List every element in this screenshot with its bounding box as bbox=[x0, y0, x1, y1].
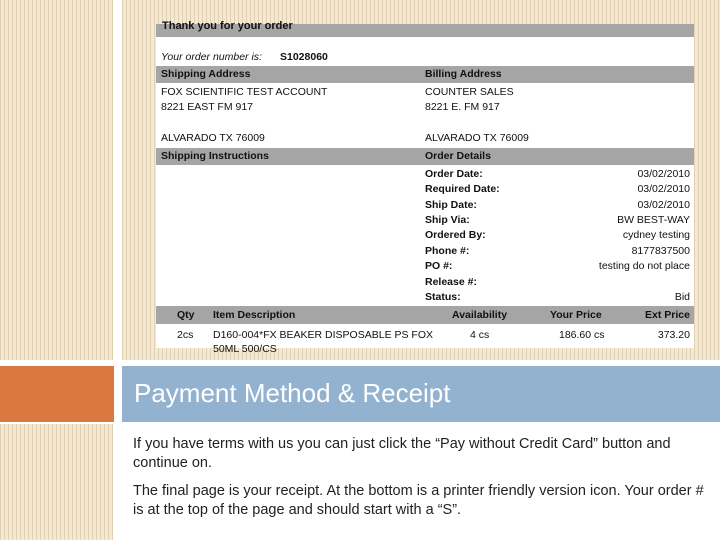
order-detail-value: Bid bbox=[674, 291, 690, 303]
decorative-stripe-left bbox=[0, 0, 113, 360]
order-number-value: S1028060 bbox=[280, 51, 328, 63]
order-detail-label: Required Date: bbox=[425, 183, 500, 195]
order-detail-value: 03/02/2010 bbox=[637, 183, 690, 195]
order-detail-value: cydney testing bbox=[622, 229, 690, 241]
order-detail-value: 8177837500 bbox=[631, 245, 690, 257]
table-header-availability: Availability bbox=[452, 309, 508, 321]
order-detail-label: Release #: bbox=[425, 276, 477, 288]
order-details-header: Order Details bbox=[425, 150, 491, 162]
order-detail-value: 03/02/2010 bbox=[637, 168, 690, 180]
row-ext-price: 373.20 bbox=[657, 329, 690, 341]
decorative-stripe-bottom bbox=[0, 424, 113, 540]
order-detail-value: BW BEST-WAY bbox=[617, 214, 690, 226]
order-detail-label: Status: bbox=[425, 291, 461, 303]
shipping-address-line: FOX SCIENTIFIC TEST ACCOUNT bbox=[161, 86, 328, 98]
billing-address-line: 8221 E. FM 917 bbox=[425, 101, 500, 113]
order-detail-value: testing do not place bbox=[598, 260, 690, 272]
order-detail-label: Ship Date: bbox=[425, 199, 477, 211]
body-paragraph: The final page is your receipt. At the bottom is a printer friendly version icon. Your order # is at the top of the page and should start with a “S”. bbox=[133, 483, 704, 518]
divider bbox=[0, 360, 720, 364]
row-item-continuation: 50ML 500/CS bbox=[213, 343, 277, 355]
shipping-instructions-header: Shipping Instructions bbox=[161, 150, 269, 162]
row-availability: 4 cs bbox=[470, 329, 490, 341]
table-header-ext-price: Ext Price bbox=[645, 309, 690, 321]
slide-body bbox=[133, 435, 708, 529]
shipping-address-header: Shipping Address bbox=[161, 68, 251, 80]
table-header-item-description: Item Description bbox=[213, 309, 296, 321]
order-number-label: Your order number is: bbox=[161, 51, 262, 63]
billing-address-line: ALVARADO TX 76009 bbox=[425, 132, 529, 144]
order-detail-label: Ordered By: bbox=[425, 229, 486, 241]
row-item-description: D160-004*FX BEAKER DISPOSABLE PS FOX bbox=[213, 329, 434, 341]
section-title: Payment Method & Receipt bbox=[134, 378, 451, 408]
order-detail-label: Order Date: bbox=[425, 168, 483, 180]
section-banner bbox=[122, 366, 720, 422]
shipping-address-line: 8221 EAST FM 917 bbox=[161, 101, 254, 113]
table-header-qty: Qty bbox=[177, 309, 195, 321]
thank-you-heading: Thank you for your order bbox=[162, 20, 293, 32]
shipping-address-line: ALVARADO TX 76009 bbox=[161, 132, 265, 144]
row-qty: 2cs bbox=[177, 329, 194, 341]
order-detail-value: 03/02/2010 bbox=[637, 199, 690, 211]
order-detail-label: Ship Via: bbox=[425, 214, 470, 226]
order-detail-label: PO #: bbox=[425, 260, 453, 272]
order-detail-label: Phone #: bbox=[425, 245, 470, 257]
body-paragraph: If you have terms with us you can just click the “Pay without Credit Card” button and continue on. bbox=[133, 436, 671, 471]
row-your-price: 186.60 cs bbox=[559, 329, 605, 341]
accent-block bbox=[0, 366, 114, 422]
order-receipt-screenshot bbox=[156, 20, 694, 355]
billing-address-line: COUNTER SALES bbox=[425, 86, 514, 98]
billing-address-header: Billing Address bbox=[425, 68, 502, 80]
table-header-your-price: Your Price bbox=[550, 309, 602, 321]
